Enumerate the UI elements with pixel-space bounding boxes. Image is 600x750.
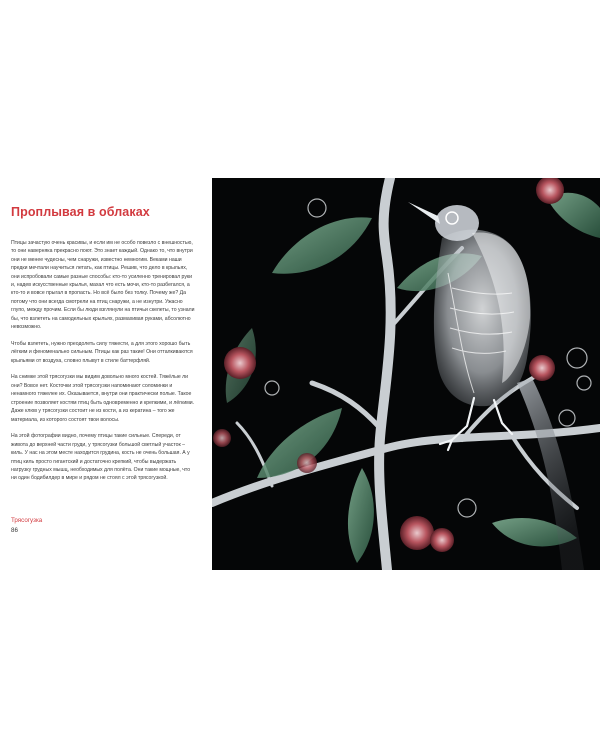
- xray-wagtail-image: [212, 178, 600, 570]
- paragraph-4: На этой фотографии видно, почему птицы такие сильные. Спереди, от живота до верхней части груди, у трясогузки большой светлый участок – киль. У нас на этом месте находится грудина, кость не очень большая. А у птиц киль просто гигантский и достаточно крепкий, чтобы выдержать нагрузку грудных мышц, необходимых для полёта. Они такие мощные, что ни один бодибилдер в мире и рядом не стоял с этой трясогузкой.: [11, 433, 191, 482]
- paragraph-3: На снимке этой трясогузки мы видим довольно много костей. Тяжёлые ли они? Вовсе нет. Косточки этой трясогузки напоминают соломинки и ненамного тяжелее их. Оказывается, внутри они практически полые. Такое строение позволяет костям птиц быть одновременно и крепкими, и лёгкими. Даже клюв у трясогузки состоит не из кости, а из кератина – того же материала, из которого состоят твои волосы.: [11, 374, 195, 423]
- photo-caption: Трясогузка: [11, 517, 43, 524]
- paragraph-2: Чтобы взлететь, нужно преодолеть силу тяжести, а для этого хорошо быть лёгким и феноменально сильным. Птицы как раз такие! Они отталкиваются крыльями от воздуха, словно плывут в стиле баттерфляй.: [11, 340, 193, 364]
- xray-photo: [212, 178, 600, 570]
- page-number: 86: [11, 527, 18, 534]
- text-column: [11, 205, 197, 491]
- page-heading: Проплывая в облаках: [11, 205, 150, 219]
- paragraph-1: Птицы зачастую очень красивы, и если им не особо повезло с внешностью, то они наверняка прекрасно поют. Это знает каждый. Однако то, что внутри они не менее чудесны, чем снаружи, известно немногим. Веками наши предки мечтали научиться летать, как птицы. Решив, что дело в крыльях, они испробовали самые разные способы: кто-то усиленно тренировал руки и, надев искусственные крылья, махал что есть мочи, кто-то разбегался, а кто-то и вовсе прыгал в пропасть. Но всё было без толку. Почему же? Да потому что они всегда смотрели на птиц снаружи, а не изнутри. Ужасно глупо, между прочим. Если бы люди взглянули на птичьи скелеты, то узнали бы, что взлететь на самодельных крыльях, размахивая руками, абсолютно невозможно.: [11, 240, 195, 331]
